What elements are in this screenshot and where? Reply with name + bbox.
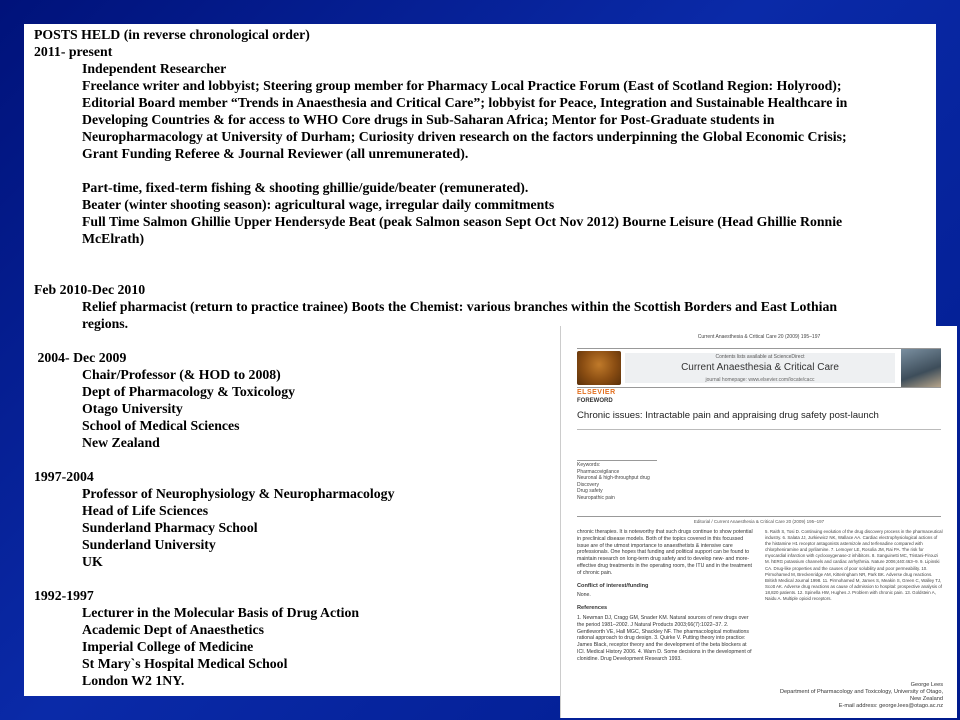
journal-header-band	[625, 353, 895, 383]
cv-line: Chair/Professor (& HOD to 2008)	[82, 367, 281, 382]
keyword: Neuropathic pain	[577, 494, 615, 501]
journal-citation: Current Anaesthesia & Critical Care 20 (2009) 195–197	[697, 334, 821, 340]
cv-line: Freelance writer and lobbyist; Steering group member for Pharmacy Local Practice Forum (East of Scotland Region: Holyrood);	[82, 78, 842, 93]
cv-line: McElrath)	[82, 231, 145, 246]
body-paragraph: chronic therapies. It is noteworthy that such drugs continue to show potential in preclinical disease models. Both of the topics covered in this focussed issue are of the utmost importance to anaesthetists & intensive care professionals. One hopes that funding and political support can be found to maintain research on long-term drug safety and to develop new- and more-effective drug treatments in the operating room, the ITU and in the treatment of chronic pain.	[577, 529, 753, 576]
keyword: Discovery	[577, 481, 599, 488]
elsevier-logo-icon	[577, 351, 621, 385]
keywords-block	[577, 460, 657, 501]
article-title: Chronic issues: Intractable pain and appraising drug safety post-launch	[577, 410, 941, 430]
cv-line: Beater (winter shooting season): agricultural wage, irregular daily commitments	[82, 197, 555, 212]
period-2011: 2011- present	[34, 44, 113, 59]
keyword: Drug safety	[577, 488, 603, 494]
cv-line: St Mary`s Hospital Medical School	[82, 656, 288, 671]
period-1997: 1997-2004	[34, 469, 94, 484]
cv-line: Dept of Pharmacology & Toxicology	[82, 384, 296, 399]
conflict-text: None.	[577, 592, 591, 599]
running-head: Editorial / Current Anaesthesia & Critical Care 20 (2009) 195–197	[577, 516, 941, 524]
cv-line: School of Medical Sciences	[82, 418, 240, 433]
journal-homepage: journal homepage: www.elsevier.com/locate/cacc	[705, 377, 815, 383]
cv-line: Academic Dept of Anaesthetics	[82, 622, 265, 637]
article-body	[577, 529, 753, 663]
sciencedirect-line: Contents lists available at ScienceDirect	[715, 354, 805, 360]
cv-heading: POSTS HELD (in reverse chronological order)	[34, 27, 310, 42]
references-list: 1. Newman DJ, Cragg GM, Snader KM. Natural sources of new drugs over the period 1981–2002. J Natural Products 2003;66(7):1022–37. 2. Gentleworth VE, Hall MGC, Shackley NF. The pharmacological motivations rational approach to drug design. 3. Quirke V. Putting theory into practice: James Black, receptor theory and the development of the beta blockers at ICI. Medical History 2006. 4. Warn D. Some decisions in the development of clonidine. Drug Development Research 1993.	[577, 614, 752, 662]
journal-banner	[577, 348, 941, 396]
section-label: FOREWORD	[577, 398, 613, 404]
author-name: George Lees	[910, 682, 943, 688]
conflict-heading: Conflict of interest/funding	[577, 582, 649, 589]
period-1992: 1992-1997	[34, 588, 94, 603]
references-list-right: 5. Raith S, Tosi D. Continuing evolution of the drug discovery process in the pharmaceutical industry. 6. Salata JJ, Jurkiewicz NK, Wallace AA. Cardiac electrophysiological actions of the histamine H1 receptor antagonists astemizole and terfenadine compared with chlorpheniramine and pyrilamine. 7. Lemoyer LE, Rosolia JM, Rai PA. The risk for myocardial infarction with cyclooxygenase-2 inhibitors. 8. Sanguinetti MC, Tristani-Firouzi M. hERG potassium channels and cardiac arrhythmia. Nature 2006;440:463–9. 9. Lipinski CA. Drug-like properties and the causes of poor solubility and poor permeability. 10. Pirmohamed M, Breckenridge AM, Kitteringham NR, Park BK. Adverse drug reactions. British Medical Journal 1998. 11. Pirmohamed M, James S, Meakin S, Green C, Walley TJ, Scott AK. Adverse drug reactions as cause of admission to hospital: prospective analysis of 18,820 patients. 12. Spinella HW, Hughes J. Problem with chronic pain. 13. Goldstein A, Naidu A. Multiple opioid receptors.	[765, 529, 943, 602]
cv-line: Sunderland University	[82, 537, 216, 552]
period-2004: 2004- Dec 2009	[34, 350, 127, 365]
journal-cover-image	[901, 349, 941, 387]
cv-line: Part-time, fixed-term fishing & shooting ghillie/guide/beater (remunerated).	[82, 180, 529, 195]
author-email: E-mail address: george.lees@otago.ac.nz	[838, 703, 943, 709]
cv-line: Neuropharmacology at University of Durham; Curiosity driven research on the factors underpinning the Global Economic Crisis;	[82, 129, 847, 144]
publisher-name: ELSEVIER	[577, 389, 616, 396]
references-heading: References	[577, 605, 608, 612]
author-signature	[780, 682, 943, 710]
cv-line: Relief pharmacist (return to practice trainee) Boots the Chemist: various branches within the Scottish Borders and East Lothian	[82, 299, 838, 314]
cv-line: Lecturer in the Molecular Basis of Drug Action	[82, 605, 360, 620]
cv-line: Professor of Neurophysiology & Neuropharmacology	[82, 486, 395, 501]
cv-line: Editorial Board member “Trends in Anaesthesia and Critical Care”; lobbyist for Peace, Integration and Sustainable Healthcare in	[82, 95, 848, 110]
cv-line: Developing Countries & for access to WHO Core drugs in Sub-Saharan Africa; Mentor for Post-Graduate students in	[82, 112, 775, 127]
cv-line: Grant Funding Referee & Journal Reviewer (all unremunerated).	[82, 146, 469, 161]
author-dept: Department of Pharmacology and Toxicology, University of Otago,	[779, 689, 943, 695]
journal-article-image	[560, 326, 957, 718]
keywords-heading: Keywords:	[577, 460, 657, 469]
cv-line: Otago University	[82, 401, 183, 416]
cv-line: UK	[82, 554, 103, 569]
cv-line: Imperial College of Medicine	[82, 639, 254, 654]
period-2010: Feb 2010-Dec 2010	[34, 282, 146, 297]
cv-line: Sunderland Pharmacy School	[82, 520, 258, 535]
cv-line: Full Time Salmon Ghillie Upper Hendersyde Beat (peak Salmon season Sept Oct Nov 2012) Bourne Leisure (Head Ghillie Ronnie	[82, 214, 843, 229]
keyword: Pharmacovigilance	[577, 468, 620, 475]
cv-line: Head of Life Sciences	[82, 503, 209, 518]
cv-line: London W2 1NY.	[82, 673, 185, 688]
cv-line: Independent Researcher	[82, 61, 227, 76]
cv-line: New Zealand	[82, 435, 160, 450]
journal-title: Current Anaesthesia & Critical Care	[681, 362, 839, 373]
cv-line: regions.	[82, 316, 129, 331]
author-country: New Zealand	[910, 696, 943, 702]
keyword: Neuronal & high-throughput drug	[577, 475, 650, 481]
